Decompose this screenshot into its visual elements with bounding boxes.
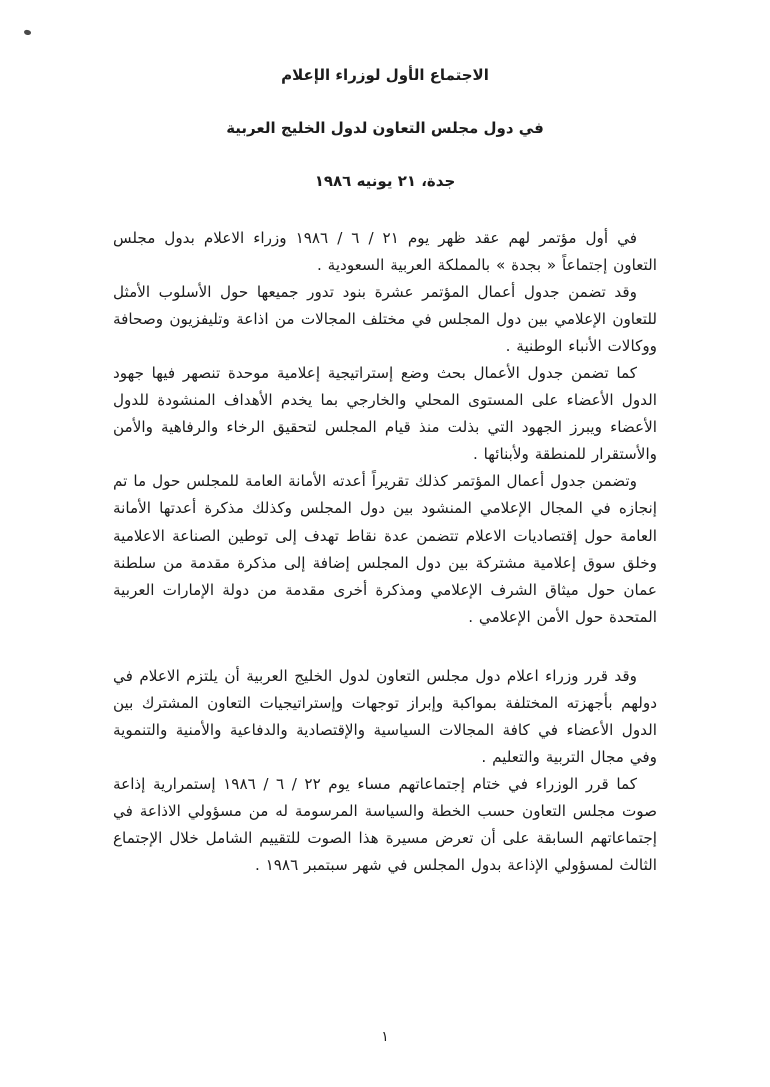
paragraph-1: في أول مؤتمر لهم عقد ظهر يوم ٢١ / ٦ / ١٩٨٦ وزراء الاعلام بدول مجلس التعاون إجتماعاً « بجدة » بالمملكة العربية السعودية . bbox=[113, 229, 657, 275]
paragraph-2: وقد تضمن جدول أعمال المؤتمر عشرة بنود تدور جميعها حول الأسلوب الأمثل للتعاون الإعلامي بين دول المجلس في مختلف المجالات من اذاعة وتليفزيون وصحافة ووكالات الأنباء الوطنية . bbox=[113, 283, 657, 356]
paragraph-3: كما تضمن جدول الأعمال بحث وضع إستراتيجية إعلامية موحدة تنصهر فيها جهود الدول الأعضاء على المستوى المحلي والخارجي بما يخدم الأهداف المنشودة للدول الأعضاء ويبرز الجهود التي بذلت منذ قيام المجلس لتحقيق الرخاء والرفاهية والأمن والأستقرار للمنطقة ولأبنائها . bbox=[113, 364, 657, 464]
document-title bbox=[0, 0, 770, 190]
document-body bbox=[113, 225, 657, 879]
title-line-council: في دول مجلس التعاون لدول الخليج العربية bbox=[226, 119, 544, 137]
paragraph-6: كما قرر الوزراء في ختام إجتماعاتهم مساء يوم ٢٢ / ٦ / ١٩٨٦ إستمرارية إذاعة صوت مجلس التعاون حسب الخطة والسياسة المرسومة له من مسؤولي الاذاعة في إجتماعاتهم السابقة على أن تعرض مسيرة هذا الصوت للتقييم الشامل خلال الإجتماع الثالث لمسؤولي الإذاعة بدول المجلس في شهر سبتمبر ١٩٨٦ . bbox=[113, 774, 657, 875]
page-number: ١ bbox=[381, 1029, 389, 1045]
title-line-date: جدة، ٢١ يونيه ١٩٨٦ bbox=[314, 172, 456, 190]
paragraph-4: وتضمن جدول أعمال المؤتمر كذلك تقريراً أعدته الأمانة العامة للمجلس حول ما تم إنجازه في المجال الإعلامي المنشود بين دول المجلس وكذلك مذكرة أعدتها الأمانة العامة حول إقتصاديات الاعلام تتضمن عدة نقاط تهدف إلى توطين الصناعة الاعلامية وخلق سوق إعلامية مشتركة بين دول المجلس إضافة إلى مذكرة مقدمة من سلطنة عمان حول ميثاق الشرف الإعلامي ومذكرة أخرى مقدمة من دولة الإمارات العربية المتحدة حول الأمن الإعلامي . bbox=[113, 472, 657, 626]
paragraph-5: وقد قرر وزراء اعلام دول مجلس التعاون لدول الخليج العربية أن يلتزم الاعلام في دولهم بأجهزته المختلفة بمواكبة وإبراز توجهات وإستراتيجيات التعاون المشترك بين الدول الأعضاء في كافة المجالات السياسية والإقتصادية والدفاعية والأمنية والتنموية وفي مجال التربية والتعليم . bbox=[113, 666, 657, 766]
title-line-meeting: الاجتماع الأول لوزراء الإعلام bbox=[281, 66, 489, 84]
page-footer bbox=[0, 1029, 770, 1045]
